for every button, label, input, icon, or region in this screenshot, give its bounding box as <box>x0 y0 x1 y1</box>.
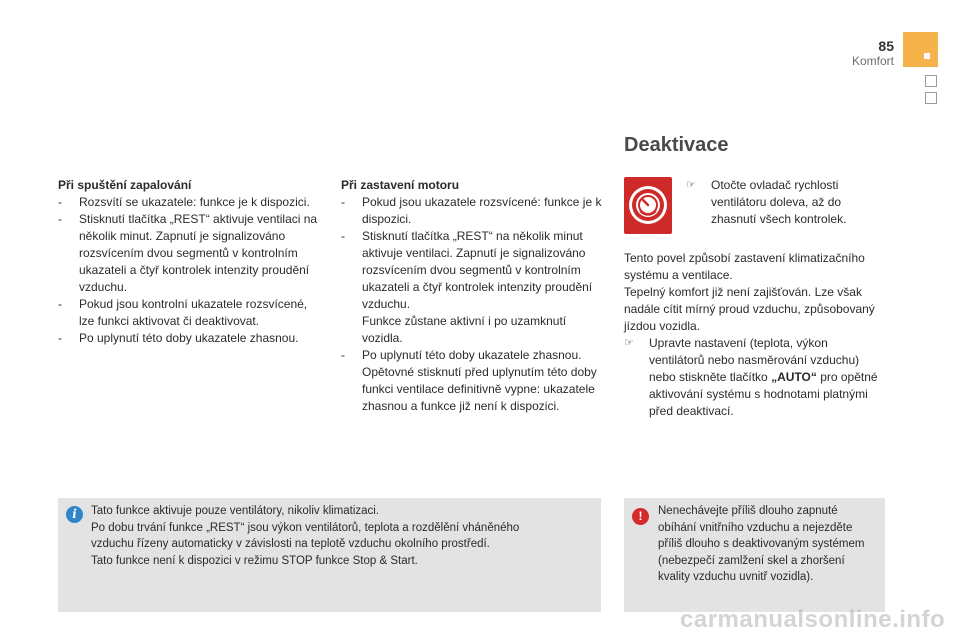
list-item: - Stisknutí tlačítka „REST“ na několik minut aktivuje ventilaci. Zapnutí je signalizováno rozsvícením dvou segmentů v kontrolním ukazateli a čtyř kontrolek intenzity proudění vzduchu. Funkce zůstane aktivní i po uzamknutí vozidla. <box>341 229 593 345</box>
info-icon: i <box>66 506 83 523</box>
deactivation-para-1: Tento povel způsobí zastavení klimatizačního systému a ventilace. <box>624 251 865 282</box>
list-item: - Pokud jsou ukazatele rozsvícené: funkce je k dispozici. <box>341 195 602 226</box>
list-item: - Pokud jsou kontrolní ukazatele rozsvícené, lze funkci aktivovat či deaktivovat. <box>58 297 308 328</box>
list-item: - Rozsvítí se ukazatele: funkce je k dispozici. <box>58 195 310 209</box>
warning-icon: ! <box>632 508 649 525</box>
deactivation-para-2: Tepelný komfort již není zajišťován. Lze však nadále cítit mírný proud vzduchu, způsobovaný jízdou vozidla. <box>624 285 875 333</box>
arrow-bullet-icon: ☞ <box>624 337 634 349</box>
deactivation-text: Tento povel způsobí zastavení klimatizačního systému a ventilace. Tepelný komfort již není zajišťován. Lze však nadále cítit mírný proud vzduchu, způsobovaný jízdou vozidla. ☞ Upravte nastavení (teplota, výkon ventilátorů nebo nasměrování vzduchu) nebo stiskněte tlačítko „AUTO“ pro opětné aktivování systému s hodnotami platnými před deaktivací. <box>624 250 886 420</box>
section-name: Komfort <box>851 54 894 68</box>
chapter-box-2 <box>925 92 937 104</box>
list-item: - Po uplynutí této doby ukazatele zhasnou. Opětovné stisknutí před uplynutím této doby funkci ventilace definitivně vypne: ukazatele zhasnou a funkce již není k dispozici. <box>341 348 597 413</box>
fan-knob-icon <box>624 177 672 234</box>
watermark: carmanualsonline.info <box>680 606 946 633</box>
list-item: - Po uplynutí této doby ukazatele zhasnou. <box>58 331 299 345</box>
page-number: 85 <box>878 38 894 54</box>
ignition-section <box>58 177 322 347</box>
list-item: - Stisknutí tlačítka „REST“ aktivuje ventilaci na několik minut. Zapnutí je signalizováno rozsvícením dvou segmentů v kontrolním ukazateli a čtyř kontrolek intenzity proudění vzduchu. <box>58 212 318 294</box>
deactivation-step: ☞ Otočte ovladač rychlosti ventilátoru doleva, až do zhasnutí všech kontrolek. <box>686 178 847 226</box>
auto-button-label: „AUTO“ <box>771 370 817 384</box>
engine-stop-section <box>341 177 603 415</box>
warning-text: Nenechávejte příliš dlouho zapnuté obíhání vnitřního vzduchu a nejezděte příliš dlouho s deaktivovaným systémem (nebezpečí zamlžení skel a zhoršení kvality vzduchu uvnitř vozidla). <box>658 505 865 583</box>
info-line: Po dobu trvání funkce „REST“ jsou výkon ventilátorů, teplota a rozdělění vháněného <box>91 521 520 534</box>
deactivation-title: Deaktivace <box>624 134 729 156</box>
warning-note <box>624 498 885 612</box>
tab-dot <box>924 53 930 59</box>
arrow-bullet-icon: ☞ <box>686 179 696 191</box>
info-line: Tato funkce aktivuje pouze ventilátory, nikoliv klimatizaci. <box>91 505 380 517</box>
info-line: vzduchu řízeny automaticky v závislosti na teplotě vzduchu okolního prostředí. <box>91 538 490 550</box>
info-line: Tato funkce není k dispozici v režimu STOP funkce Stop & Start. <box>91 554 418 567</box>
info-note <box>58 498 601 612</box>
chapter-tab <box>903 32 938 67</box>
chapter-box-1 <box>925 75 937 87</box>
ignition-heading: Při spuštění zapalování <box>58 178 192 192</box>
engine-stop-heading: Při zastavení motoru <box>341 178 460 192</box>
